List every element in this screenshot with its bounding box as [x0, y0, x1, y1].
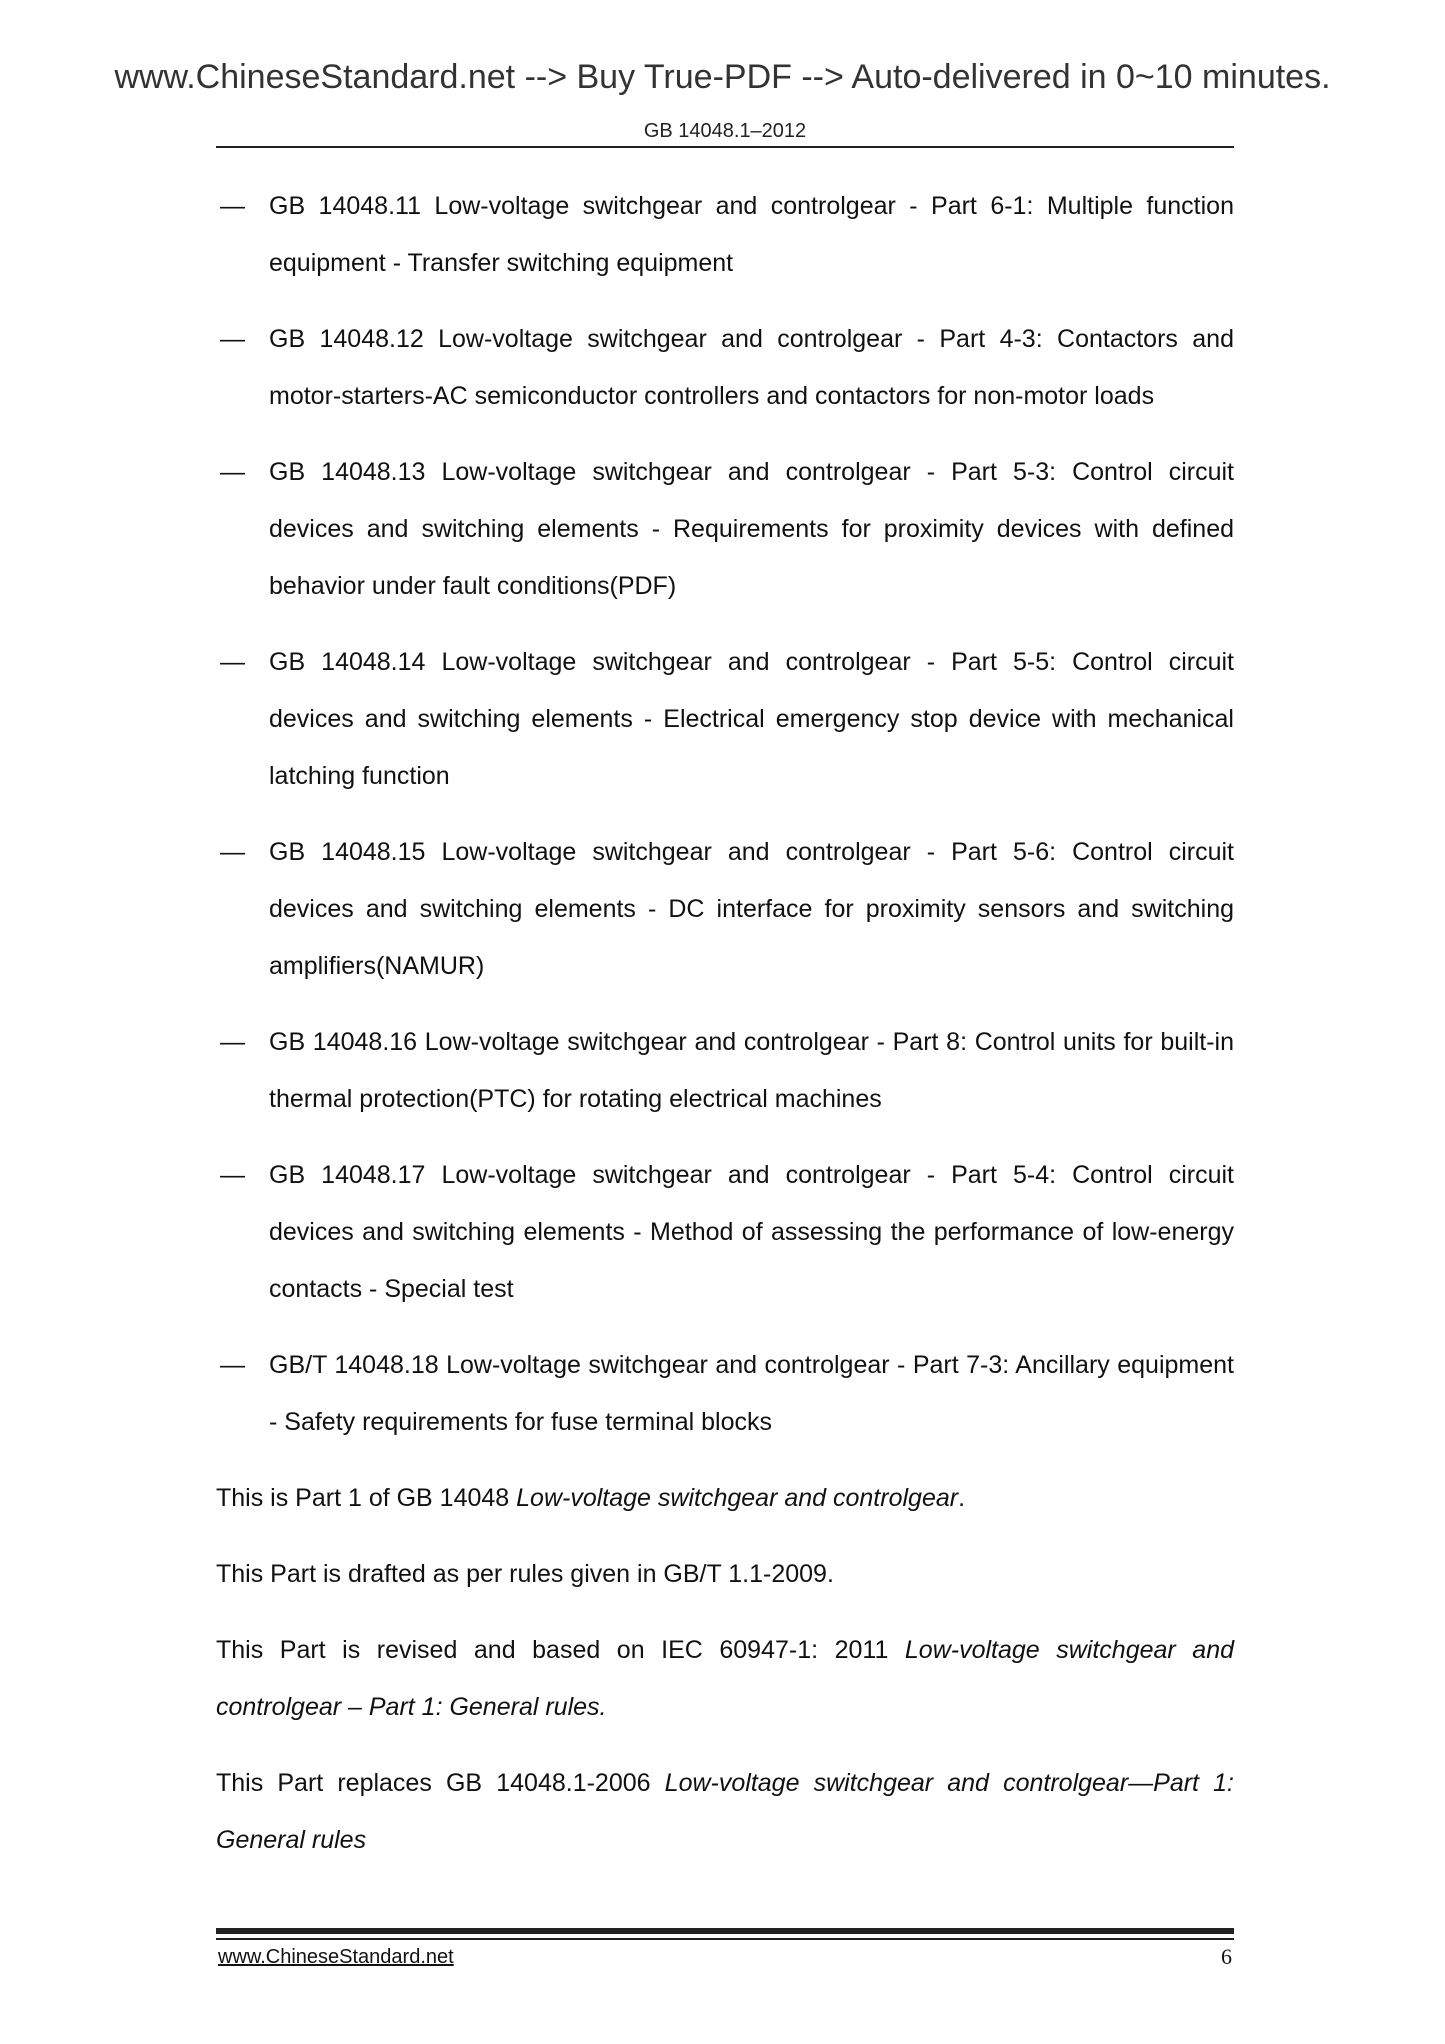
- list-item: [216, 311, 1234, 425]
- list-item-text: GB 14048.16 Low-voltage switchgear and controlgear - Part 8: Control units for built-in thermal protection(PTC) for rotating electrical machines: [269, 1028, 1234, 1113]
- standard-title: Low-voltage switchgear and controlgear: [516, 1484, 959, 1512]
- paragraph-text: This Part is drafted as per rules given in GB/T 1.1-2009.: [216, 1560, 834, 1588]
- list-dash: —: [220, 192, 245, 220]
- list-dash: —: [220, 1161, 245, 1189]
- promo-banner: www.ChineseStandard.net --> Buy True-PDF --> Auto-delivered in 0~10 minutes.: [114, 58, 1331, 96]
- paragraph-text: This is Part 1 of GB 14048: [216, 1484, 517, 1512]
- list-dash: —: [220, 325, 245, 353]
- list-item-text: GB 14048.15 Low-voltage switchgear and controlgear - Part 5-6: Control circuit devices and switching elements - DC interface for proximity sensors and switching amplifiers(NAMUR): [269, 838, 1234, 980]
- footer-website-link[interactable]: www.ChineseStandard.net: [218, 1946, 454, 1968]
- list-item: [216, 634, 1234, 805]
- list-dash: —: [220, 1351, 245, 1379]
- list-item: [216, 824, 1234, 995]
- paragraph-part-of: [216, 1470, 1234, 1527]
- list-item: [216, 1147, 1234, 1318]
- standard-title: Low-voltage switchgear and controlgear – Part 1: General rules.: [216, 1636, 1234, 1721]
- list-item-text: GB 14048.17 Low-voltage switchgear and controlgear - Part 5-4: Control circuit devices and switching elements - Method of assessing the performance of low-energy contacts - Special test: [269, 1161, 1234, 1303]
- paragraph-text: This Part replaces GB 14048.1-2006: [216, 1769, 665, 1797]
- standard-title: Low-voltage switchgear and controlgear—Part 1: General rules: [216, 1769, 1234, 1854]
- list-dash: —: [220, 838, 245, 866]
- list-dash: —: [220, 1028, 245, 1056]
- list-item: [216, 178, 1234, 292]
- paragraph-revision-basis: [216, 1622, 1234, 1736]
- list-item-text: GB/T 14048.18 Low-voltage switchgear and controlgear - Part 7-3: Ancillary equipment - Safety requirements for fuse terminal blocks: [269, 1351, 1234, 1436]
- paragraph-drafting-rules: [216, 1546, 1234, 1603]
- document-id: GB 14048.1–2012: [643, 120, 807, 142]
- paragraph-text: .: [958, 1484, 966, 1512]
- page-number: 6: [1221, 1944, 1232, 1969]
- list-item: [216, 1014, 1234, 1128]
- list-dash: —: [220, 648, 245, 676]
- list-dash: —: [220, 458, 245, 486]
- list-item-text: GB 14048.14 Low-voltage switchgear and controlgear - Part 5-5: Control circuit devices and switching elements - Electrical emergency stop device with mechanical latching function: [269, 648, 1234, 790]
- header-rule: [216, 146, 1234, 148]
- list-item-text: GB 14048.13 Low-voltage switchgear and controlgear - Part 5-3: Control circuit devices and switching elements - Requirements for proximity devices with defined behavior under fault conditions(PDF): [269, 458, 1234, 600]
- paragraph-replaces: [216, 1755, 1234, 1869]
- paragraph-text: This Part is revised and based on IEC 60947-1: 2011: [216, 1636, 905, 1664]
- list-item: [216, 1337, 1234, 1451]
- footer-rule-thin: [216, 1938, 1234, 1940]
- page-content: [216, 178, 1234, 1888]
- list-item-text: GB 14048.11 Low-voltage switchgear and controlgear - Part 6-1: Multiple function equipment - Transfer switching equipment: [269, 192, 1234, 277]
- list-item: [216, 444, 1234, 615]
- footer-rule-thick: [216, 1928, 1234, 1934]
- list-item-text: GB 14048.12 Low-voltage switchgear and controlgear - Part 4-3: Contactors and motor-starters-AC semiconductor controllers and contactors for non-motor loads: [269, 325, 1234, 410]
